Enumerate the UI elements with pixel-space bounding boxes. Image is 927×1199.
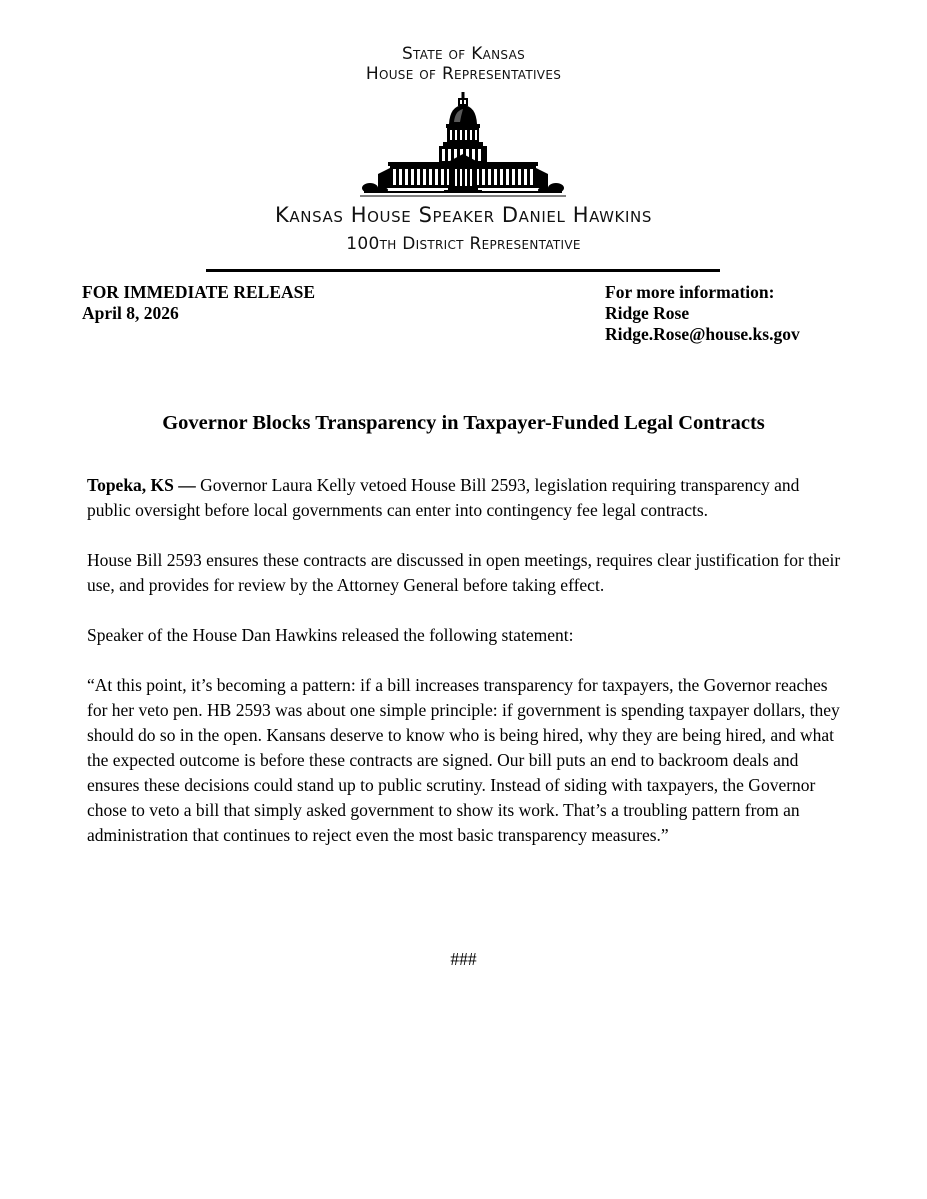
contact-name: Ridge Rose xyxy=(605,303,690,323)
capitol-building-icon xyxy=(360,92,566,198)
end-mark: ### xyxy=(450,949,477,969)
header-divider xyxy=(206,269,720,272)
letterhead-chamber: House of Representatives xyxy=(365,64,562,84)
lede-text: Governor Laura Kelly vetoed House Bill 2593, legislation requiring transparency and public oversight before local governments can enter into contingency fee legal contracts. xyxy=(87,475,800,520)
dateline: Topeka, KS — xyxy=(87,475,196,495)
letterhead-district: 100th District Representative xyxy=(346,234,581,254)
letterhead-state: State of Kansas xyxy=(401,44,526,64)
paragraph-statement-intro: Speaker of the House Dan Hawkins released the following statement: xyxy=(87,625,574,645)
paragraph-bill-summary: House Bill 2593 ensures these contracts are discussed in open meetings, requires clear justification for their use, and provides for review by the Attorney General before taking effect. xyxy=(87,550,841,595)
contact-info xyxy=(605,282,800,345)
paragraph-quote: “At this point, it’s becoming a pattern: if a bill increases transparency for taxpayers, the Governor reaches for her veto pen. HB 2593 was about one simple principle: if government is spending taxpayer dollars, they should do so in the open. Kansans deserve to know who is being hired, why they are being hired, and what the expected outcome is before these contracts are signed. Our bill puts an end to backroom deals and ensures these decisions could stand up to public scrutiny. Instead of siding with taxpayers, the Governor chose to veto a bill that simply asked government to show its work. That’s a troubling pattern from an administration that continues to reject even the most basic transparency measures.” xyxy=(87,675,840,845)
paragraph-lede xyxy=(87,473,847,523)
headline: Governor Blocks Transparency in Taxpayer-Funded Legal Contracts xyxy=(162,412,765,434)
contact-email[interactable]: Ridge.Rose@house.ks.gov xyxy=(605,324,800,344)
contact-label: For more information: xyxy=(605,282,775,302)
release-info xyxy=(82,282,315,324)
release-label: FOR IMMEDIATE RELEASE xyxy=(82,282,316,302)
release-date: April 8, 2026 xyxy=(82,303,179,323)
letterhead-speaker: Kansas House Speaker Daniel Hawkins xyxy=(275,203,652,227)
